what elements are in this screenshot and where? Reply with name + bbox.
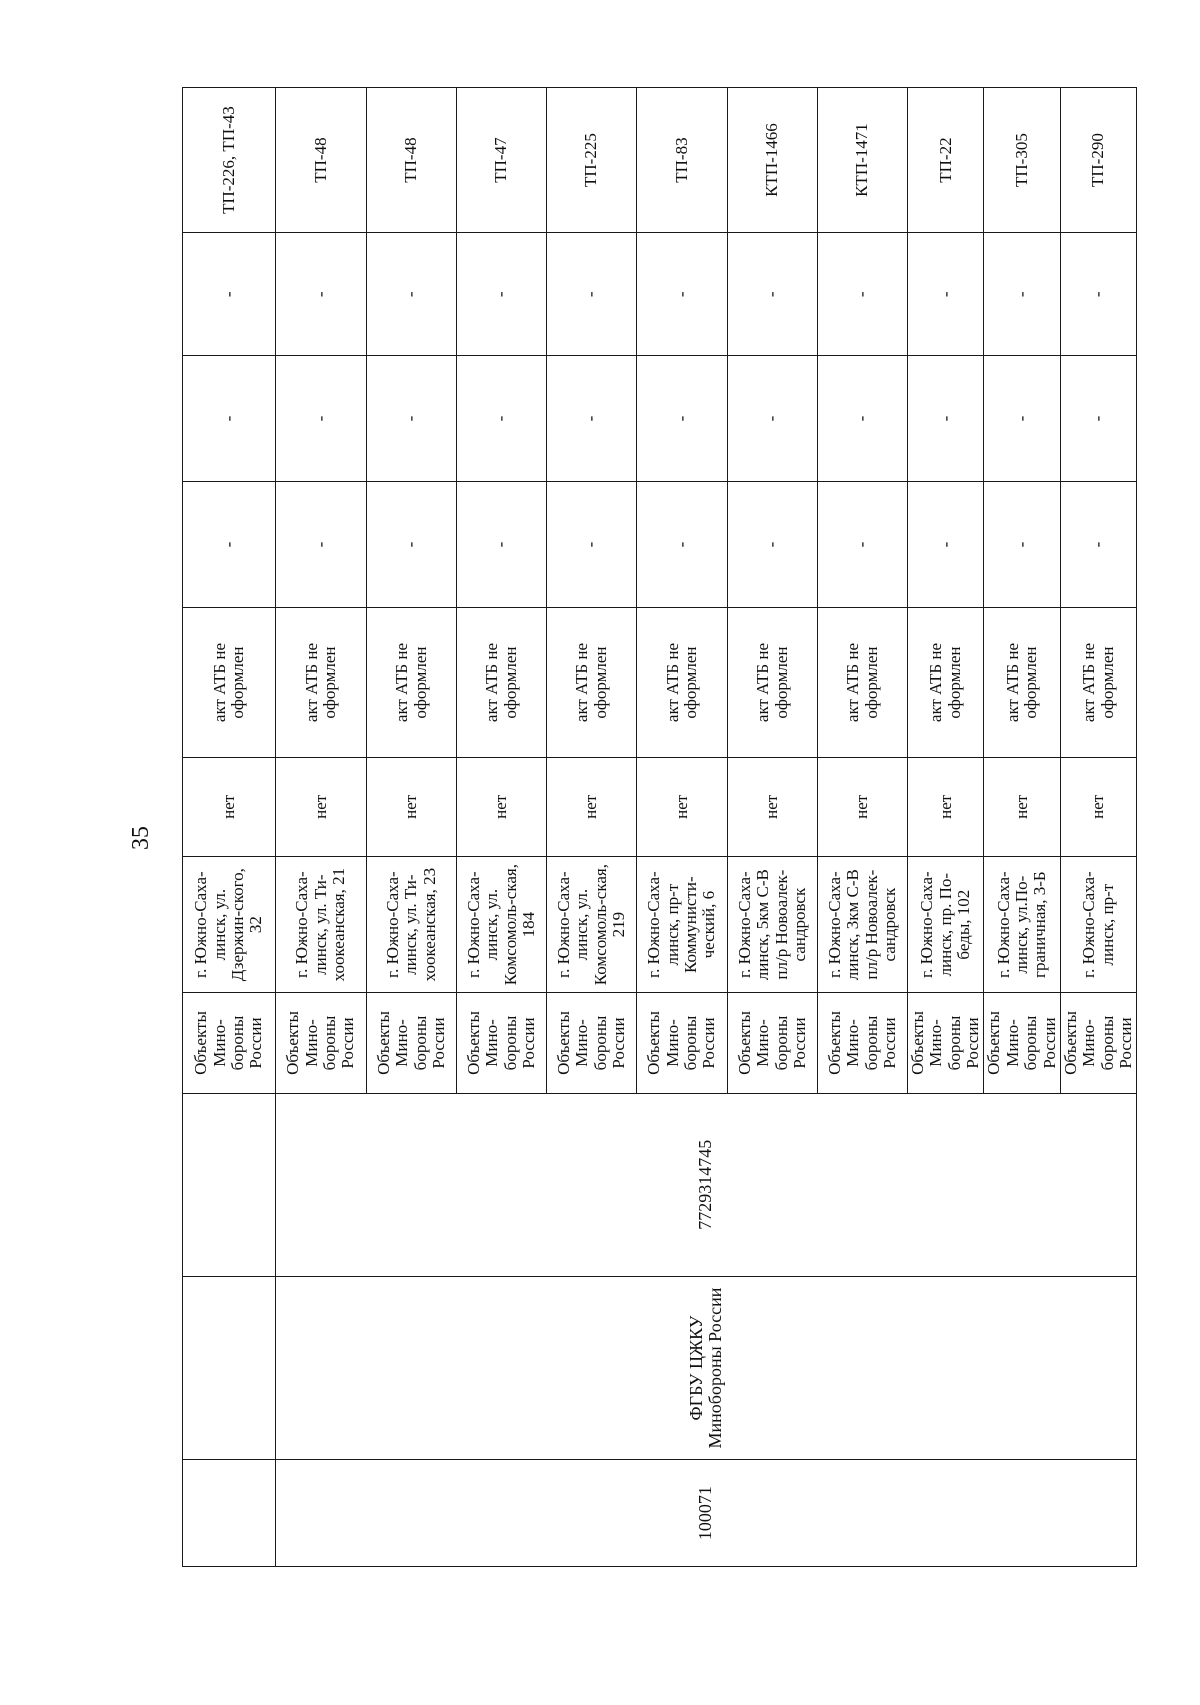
dash-cell: - bbox=[1060, 356, 1136, 481]
dash-cell: - bbox=[1060, 233, 1136, 356]
dash-cell: - bbox=[367, 481, 457, 608]
dash-cell: - bbox=[367, 233, 457, 356]
act-status-cell: акт АТБ не оформлен bbox=[276, 608, 367, 757]
act-status-cell: акт АТБ не оформлен bbox=[1060, 608, 1136, 757]
address-cell: г. Южно-Саха-линск, ул. Ти-хоокеанская, 23 bbox=[367, 856, 457, 992]
substation-cell: КТП-1466 bbox=[728, 88, 818, 233]
substation-cell: ТП-47 bbox=[457, 88, 547, 233]
flag-cell: нет bbox=[457, 757, 547, 856]
substation-cell: КТП-1471 bbox=[818, 88, 908, 233]
flag-cell: нет bbox=[637, 757, 728, 856]
address-cell: г. Южно-Саха-линск, пр. По-беды, 102 bbox=[908, 856, 984, 992]
object-name-cell: Объекты Мино-бороны России bbox=[637, 993, 728, 1093]
flag-cell: нет bbox=[276, 757, 367, 856]
table-row bbox=[276, 88, 367, 1567]
dash-cell: - bbox=[908, 233, 984, 356]
dash-cell: - bbox=[984, 233, 1060, 356]
object-name-cell: Объекты Мино-бороны России bbox=[276, 993, 367, 1093]
act-status-cell: акт АТБ не оформлен bbox=[984, 608, 1060, 757]
substation-cell: ТП-290 bbox=[1060, 88, 1136, 233]
dash-cell: - bbox=[276, 356, 367, 481]
dash-cell: - bbox=[183, 481, 276, 608]
dash-cell: - bbox=[637, 233, 728, 356]
substation-cell: ТП-48 bbox=[367, 88, 457, 233]
substation-cell: ТП-48 bbox=[276, 88, 367, 233]
table-row bbox=[183, 88, 276, 1567]
dash-cell: - bbox=[547, 356, 637, 481]
object-name-cell: Объекты Мино-бороны России bbox=[1060, 993, 1136, 1093]
act-status-cell: акт АТБ не оформлен bbox=[637, 608, 728, 757]
object-name-cell: Объекты Мино-бороны России bbox=[457, 993, 547, 1093]
dash-cell: - bbox=[818, 481, 908, 608]
object-name-cell: Объекты Мино-бороны России bbox=[908, 993, 984, 1093]
dash-cell: - bbox=[908, 481, 984, 608]
dash-cell: - bbox=[818, 233, 908, 356]
act-status-cell: акт АТБ не оформлен bbox=[818, 608, 908, 757]
dash-cell: - bbox=[984, 356, 1060, 481]
object-name-cell: Объекты Мино-бороны России bbox=[984, 993, 1060, 1093]
dash-cell: - bbox=[547, 481, 637, 608]
blank-cell bbox=[183, 1276, 276, 1459]
dash-cell: - bbox=[457, 233, 547, 356]
address-cell: г. Южно-Саха-линск, ул. Комсомоль-ская, 184 bbox=[457, 856, 547, 992]
address-cell: г. Южно-Саха-линск, пр-т Коммунисти-ческий, 6 bbox=[637, 856, 728, 992]
dash-cell: - bbox=[547, 233, 637, 356]
flag-cell: нет bbox=[818, 757, 908, 856]
dash-cell: - bbox=[728, 233, 818, 356]
flag-cell: нет bbox=[1060, 757, 1136, 856]
dash-cell: - bbox=[984, 481, 1060, 608]
dash-cell: - bbox=[637, 356, 728, 481]
object-name-cell: Объекты Мино-бороны России bbox=[183, 993, 276, 1093]
substation-cell: ТП-225 bbox=[547, 88, 637, 233]
page-number: 35 bbox=[128, 826, 154, 850]
dash-cell: - bbox=[183, 356, 276, 481]
substation-cell: ТП-22 bbox=[908, 88, 984, 233]
substation-cell: ТП-305 bbox=[984, 88, 1060, 233]
act-status-cell: акт АТБ не оформлен bbox=[367, 608, 457, 757]
address-cell: г. Южно-Саха-линск, ул.По-граничная, 3-Б bbox=[984, 856, 1060, 992]
blank-cell bbox=[183, 1093, 276, 1276]
dash-cell: - bbox=[183, 233, 276, 356]
org-name-cell: ФГБУ ЦЖКУ Минобороны России bbox=[276, 1276, 1137, 1459]
address-cell: г. Южно-Саха-линск, ул. Дзержин-ского, 32 bbox=[183, 856, 276, 992]
flag-cell: нет bbox=[183, 757, 276, 856]
blank-cell bbox=[183, 1460, 276, 1567]
object-name-cell: Объекты Мино-бороны России bbox=[367, 993, 457, 1093]
dash-cell: - bbox=[276, 233, 367, 356]
act-status-cell: акт АТБ не оформлен bbox=[547, 608, 637, 757]
dash-cell: - bbox=[637, 481, 728, 608]
act-status-cell: акт АТБ не оформлен bbox=[728, 608, 818, 757]
org-code-cell: 100071 bbox=[276, 1460, 1137, 1567]
flag-cell: нет bbox=[908, 757, 984, 856]
flag-cell: нет bbox=[547, 757, 637, 856]
dash-cell: - bbox=[367, 356, 457, 481]
dash-cell: - bbox=[728, 481, 818, 608]
flag-cell: нет bbox=[367, 757, 457, 856]
object-name-cell: Объекты Мино-бороны России bbox=[547, 993, 637, 1093]
flag-cell: нет bbox=[984, 757, 1060, 856]
dash-cell: - bbox=[457, 356, 547, 481]
address-cell: г. Южно-Саха-линск, ул. Ти-хоокеанская, 21 bbox=[276, 856, 367, 992]
act-status-cell: акт АТБ не оформлен bbox=[183, 608, 276, 757]
dash-cell: - bbox=[1060, 481, 1136, 608]
substation-cell: ТП-226, ТП-43 bbox=[183, 88, 276, 233]
address-cell: г. Южно-Саха-линск, 3км С-В пл/р Новоалек-сандровск bbox=[818, 856, 908, 992]
registry-table bbox=[182, 87, 1137, 1567]
address-cell: г. Южно-Саха-линск, 5км С-В пл/р Новоалек-сандровск bbox=[728, 856, 818, 992]
address-cell: г. Южно-Саха-линск, ул. Комсомоль-ская, 219 bbox=[547, 856, 637, 992]
address-cell: г. Южно-Саха-линск, пр-т bbox=[1060, 856, 1136, 992]
registry-table-body bbox=[183, 88, 1137, 1567]
object-name-cell: Объекты Мино-бороны России bbox=[728, 993, 818, 1093]
dash-cell: - bbox=[908, 356, 984, 481]
registry-table-rotated bbox=[182, 87, 1135, 1567]
act-status-cell: акт АТБ не оформлен bbox=[457, 608, 547, 757]
act-status-cell: акт АТБ не оформлен bbox=[908, 608, 984, 757]
substation-cell: ТП-83 bbox=[637, 88, 728, 233]
org-inn-cell: 7729314745 bbox=[276, 1093, 1137, 1276]
dash-cell: - bbox=[728, 356, 818, 481]
dash-cell: - bbox=[276, 481, 367, 608]
dash-cell: - bbox=[818, 356, 908, 481]
object-name-cell: Объекты Мино-бороны России bbox=[818, 993, 908, 1093]
dash-cell: - bbox=[457, 481, 547, 608]
flag-cell: нет bbox=[728, 757, 818, 856]
